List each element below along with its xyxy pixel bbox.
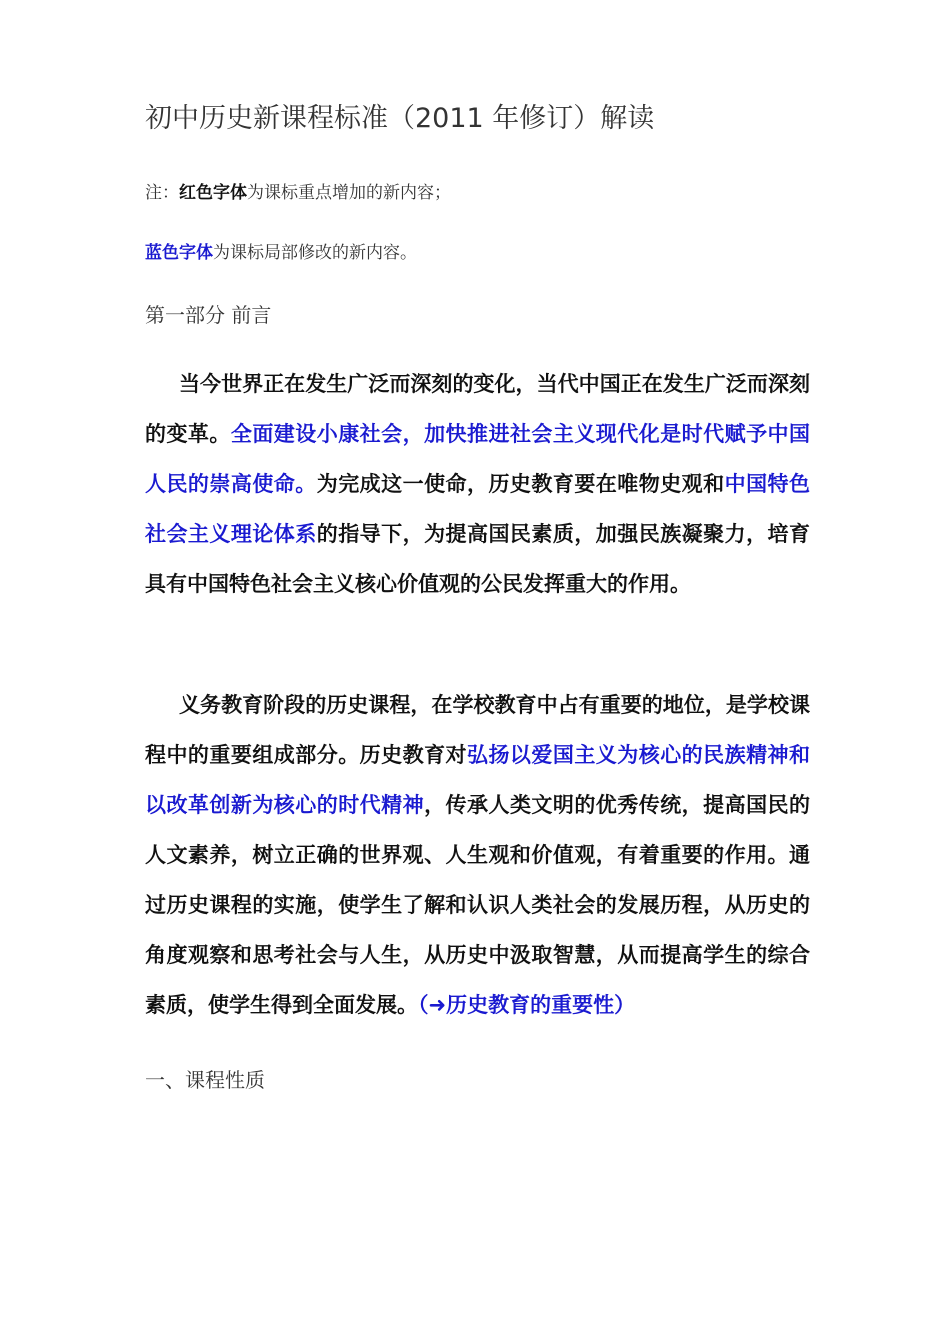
- paragraph-preface-2: [145, 680, 810, 1030]
- paragraph-text: 为完成这一使命，历史教育要在唯物史观和: [316, 472, 725, 496]
- paragraph-blue-note: （➜历史教育的重要性）: [418, 993, 636, 1017]
- note-red-desc: 为课标重点增加的新内容；: [247, 183, 451, 203]
- note-prefix: 注：: [145, 183, 179, 203]
- note-blue-label: 蓝色字体: [145, 243, 213, 263]
- paragraph-text: ，传承人类文明的优秀传统，提高国民的人文素养，树立正确的世界观、人生观和价值观，有着重要的作用。通过历史课程的实施，使学生了解和认识人类社会的发展历程，从历史的角度观察和思考社会与人生，从历史中汲取智慧，从而提高学生的综合素质，使学生得到全面发展。: [145, 793, 811, 1017]
- section-heading-preface: 第一部分 前言: [145, 303, 272, 327]
- paragraph-blue-text: 全面建设小康社会，加快推进社会主义现代化是时代赋予中国人民的崇高使命。: [145, 422, 811, 496]
- note-blue-desc: 为课标局部修改的新内容。: [213, 243, 417, 263]
- section-heading-course-nature: 一、课程性质: [145, 1068, 265, 1092]
- paragraph-text: 义务教育阶段的历史课程，在学校教育中占有重要的地位，是学校课程中的重要组成部分。历史教育对: [145, 693, 810, 767]
- paragraph-preface-1: [145, 359, 810, 609]
- paragraph-blue-text: 中国特色社会主义理论体系: [145, 472, 811, 546]
- note-red-line: [145, 178, 451, 203]
- paragraph-text: 的指导下，为提高国民素质，加强民族凝聚力，培育具有中国特色社会主义核心价值观的公民发挥重大的作用。: [145, 522, 810, 596]
- document-title: 初中历史新课程标准（2011 年修订）解读: [145, 103, 655, 134]
- paragraph-text: 当今世界正在发生广泛而深刻的变化，当代中国正在发生广泛而深刻的变革。: [145, 372, 810, 446]
- paragraph-blue-text: 弘扬以爱国主义为核心的民族精神和以改革创新为核心的时代精神: [145, 743, 810, 817]
- note-red-label: 红色字体: [179, 183, 247, 203]
- note-blue-line: [145, 238, 417, 263]
